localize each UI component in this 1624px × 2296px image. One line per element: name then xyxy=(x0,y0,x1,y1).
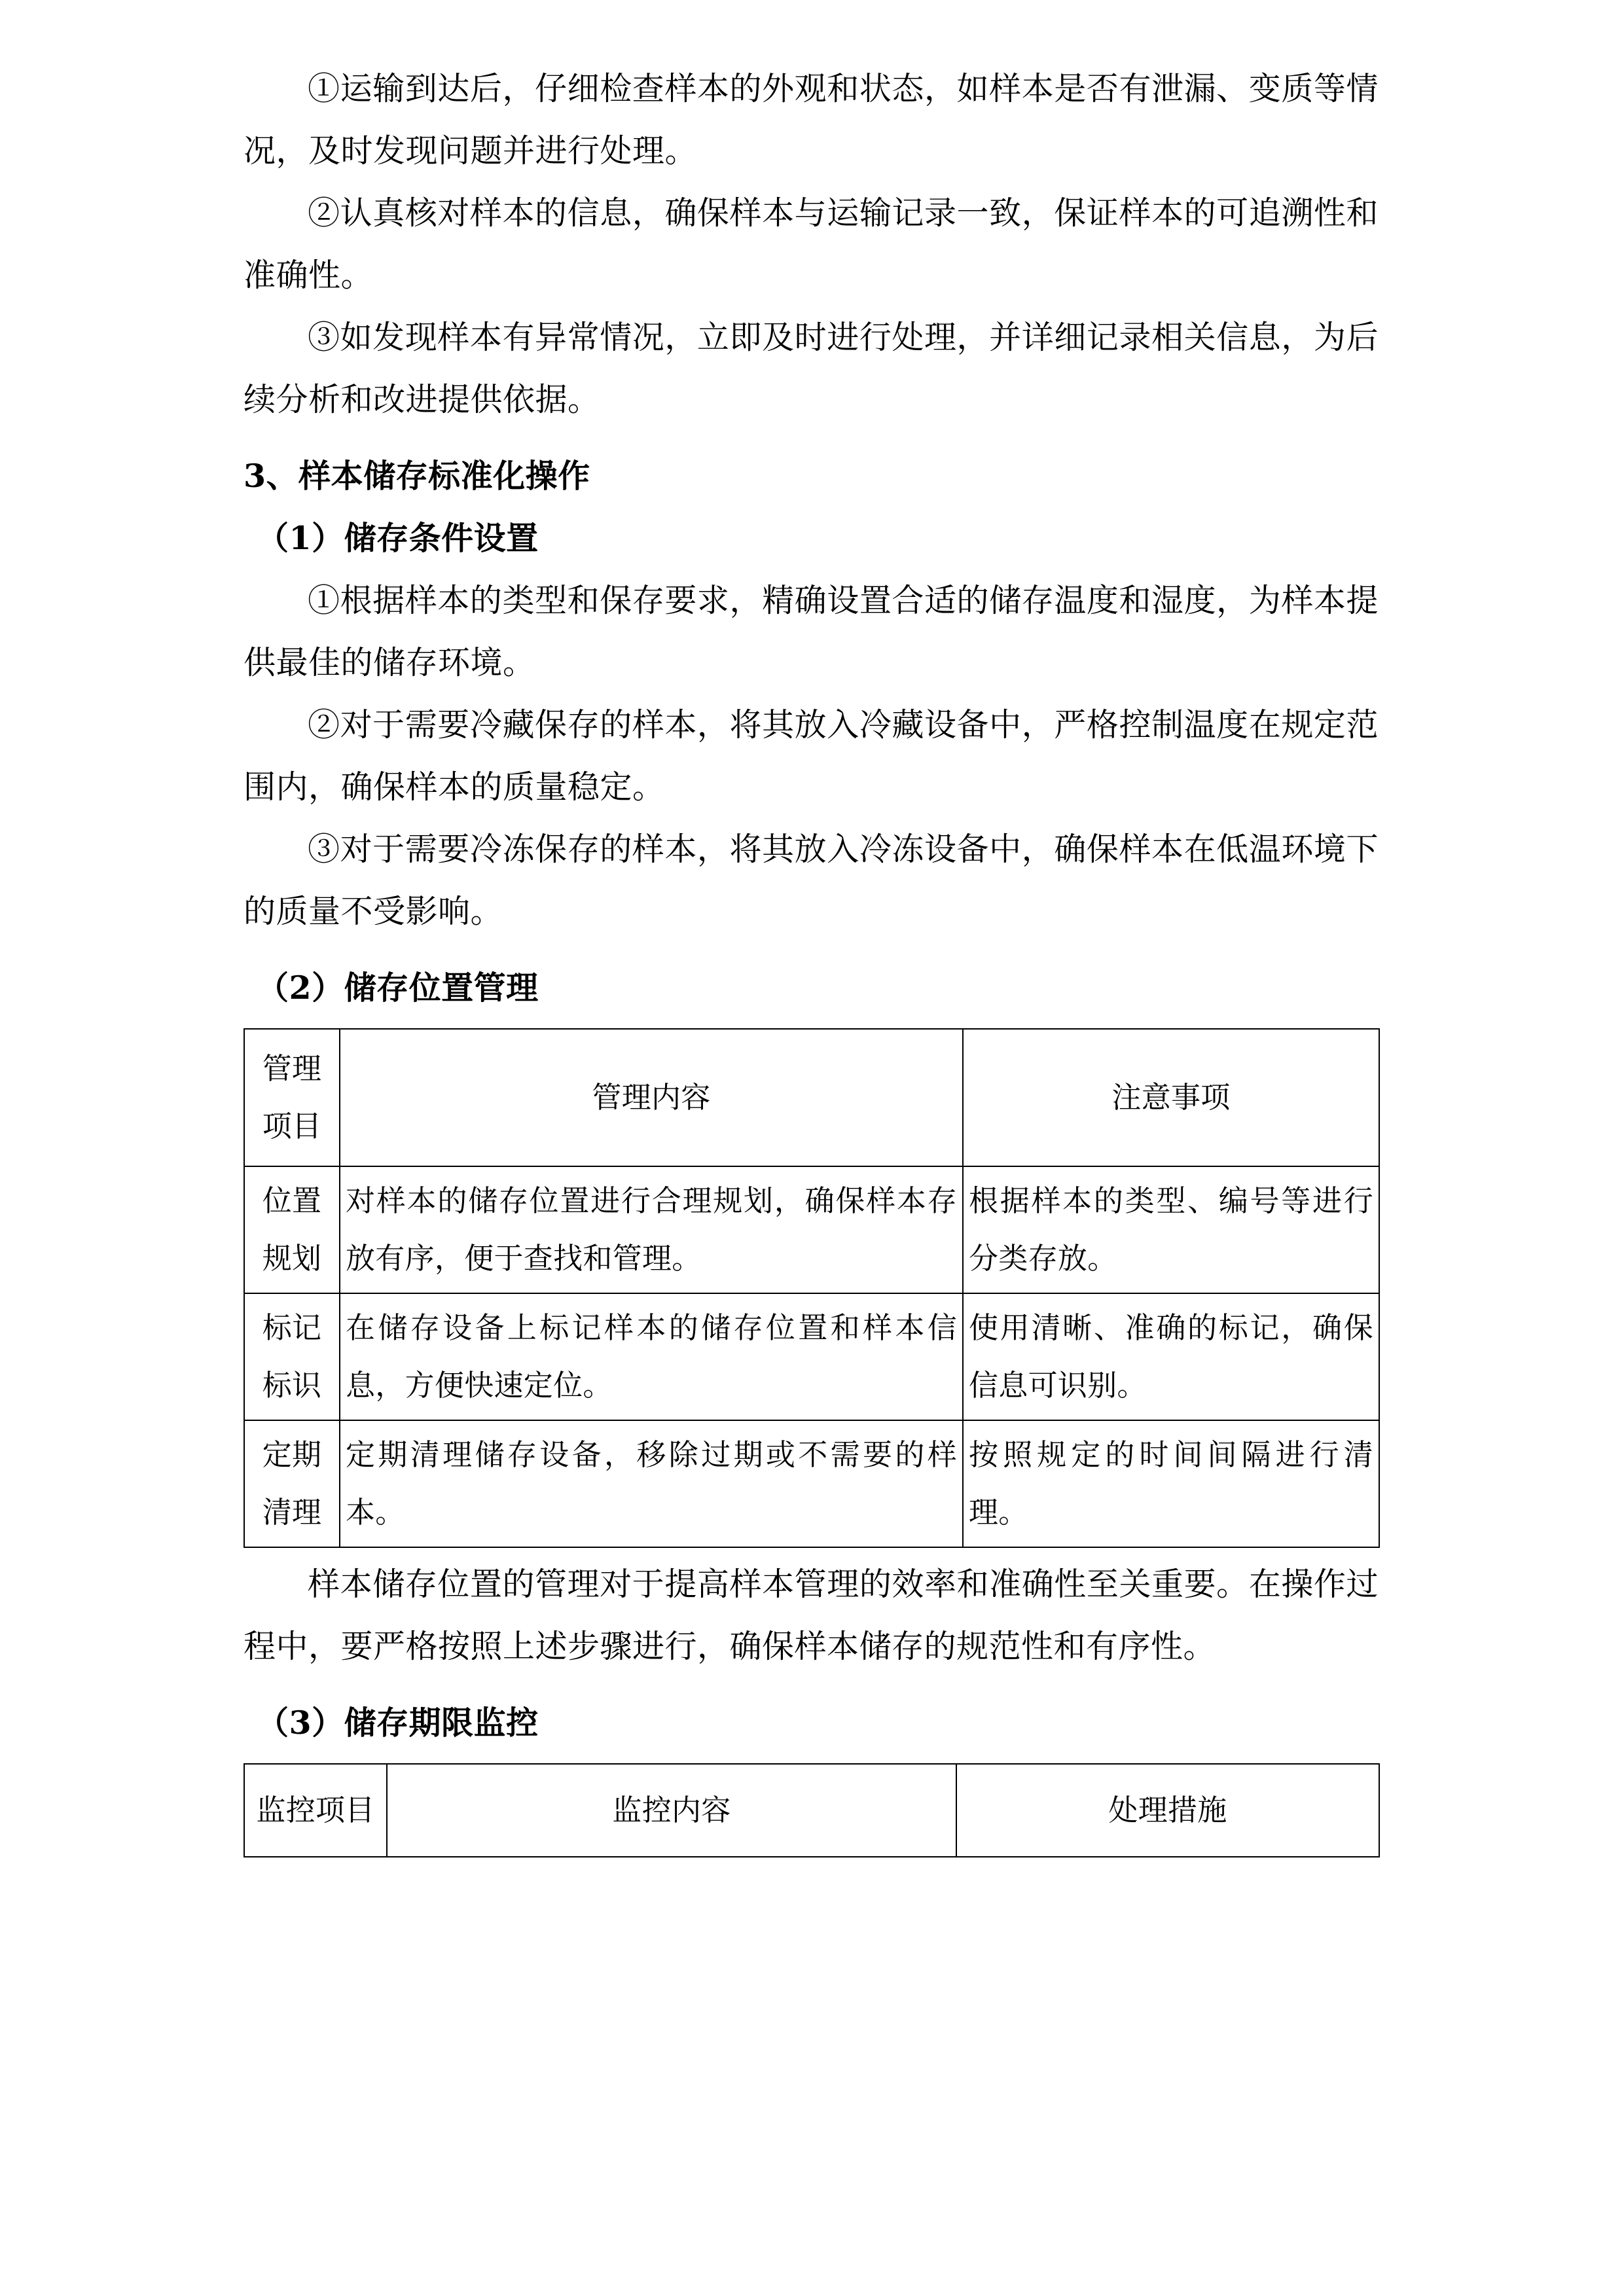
header-cell-management-item xyxy=(244,1029,340,1166)
row-item-line1: 位置 xyxy=(262,1183,322,1218)
spacer-before-subsection-2 xyxy=(244,942,1379,957)
section-heading-3: 3、样本储存标准化操作 xyxy=(244,457,590,495)
row-item-periodic-cleaning xyxy=(244,1420,340,1547)
header-cell-monitor-item: 监控项目 xyxy=(244,1764,387,1857)
paragraph-refrigerated-storage: ②对于需要冷藏保存的样本，将其放入冷藏设备中，严格控制温度在规定范围内，确保样本的质量稳定。 xyxy=(244,706,1379,806)
row-content-marking-identification: 在储存设备上标记样本的储存位置和样本信息，方便快速定位。 xyxy=(340,1293,963,1420)
table-row xyxy=(244,1293,1379,1420)
spacer-before-subsection-3 xyxy=(244,1677,1379,1692)
header-cell-handling-measures: 处理措施 xyxy=(956,1764,1379,1857)
table-expiry-monitor xyxy=(244,1763,1380,1857)
paragraph-handle-abnormal: ③如发现样本有异常情况，立即及时进行处理，并详细记录相关信息，为后续分析和改进提供依据。 xyxy=(244,319,1379,418)
row-item-line1: 标记 xyxy=(262,1310,322,1345)
paragraph-storage-location-summary: 样本储存位置的管理对于提高样本管理的效率和准确性至关重要。在操作过程中，要严格按照上述步骤进行，确保样本储存的规范性和有序性。 xyxy=(244,1566,1379,1665)
header-cell-management-content: 管理内容 xyxy=(340,1029,963,1166)
subsection-heading-1: （1）储存条件设置 xyxy=(257,519,539,557)
row-notes-periodic-cleaning: 按照规定的时间间隔进行清理。 xyxy=(963,1420,1379,1547)
paragraph-frozen-storage: ③对于需要冷冻保存的样本，将其放入冷冻设备中，确保样本在低温环境下的质量不受影响。 xyxy=(244,831,1379,930)
row-content-location-planning: 对样本的储存位置进行合理规划，确保样本存放有序，便于查找和管理。 xyxy=(340,1166,963,1293)
table-header-row xyxy=(244,1764,1379,1857)
header-management-item-line2: 项目 xyxy=(262,1109,322,1143)
paragraph-inspect-on-arrival: ①运输到达后，仔细检查样本的外观和状态，如样本是否有泄漏、变质等情况，及时发现问题并进行处理。 xyxy=(244,70,1379,170)
table-storage-location xyxy=(244,1028,1380,1548)
spacer-after-table-1 xyxy=(244,1548,1379,1553)
row-notes-marking-identification: 使用清晰、准确的标记，确保信息可识别。 xyxy=(963,1293,1379,1420)
spacer-before-section-3 xyxy=(244,431,1379,445)
table-header-row xyxy=(244,1029,1379,1166)
header-cell-notes: 注意事项 xyxy=(963,1029,1379,1166)
row-item-marking-identification xyxy=(244,1293,340,1420)
table-row xyxy=(244,1166,1379,1293)
row-item-line2: 清理 xyxy=(262,1495,322,1530)
spacer-before-table-2 xyxy=(244,1754,1379,1763)
paragraph-verify-sample-info: ②认真核对样本的信息，确保样本与运输记录一致，保证样本的可追溯性和准确性。 xyxy=(244,194,1379,294)
spacer-before-table-1 xyxy=(244,1019,1379,1028)
subsection-heading-3: （3）储存期限监控 xyxy=(257,1704,539,1742)
row-item-location-planning xyxy=(244,1166,340,1293)
row-item-line2: 规划 xyxy=(262,1241,322,1276)
row-notes-location-planning: 根据样本的类型、编号等进行分类存放。 xyxy=(963,1166,1379,1293)
top-margin-spacer xyxy=(244,0,1379,29)
top-margin-spacer-2 xyxy=(244,29,1379,58)
row-content-periodic-cleaning: 定期清理储存设备，移除过期或不需要的样本。 xyxy=(340,1420,963,1547)
header-cell-monitor-content: 监控内容 xyxy=(387,1764,956,1857)
row-item-line2: 标识 xyxy=(262,1368,322,1403)
row-item-line1: 定期 xyxy=(262,1437,322,1472)
page-content xyxy=(244,0,1379,1857)
subsection-heading-2: （2）储存位置管理 xyxy=(257,969,539,1007)
header-management-item-line1: 管理 xyxy=(262,1051,322,1086)
table-row xyxy=(244,1420,1379,1547)
paragraph-set-temp-humidity: ①根据样本的类型和保存要求，精确设置合适的储存温度和湿度，为样本提供最佳的储存环境。 xyxy=(244,582,1379,681)
